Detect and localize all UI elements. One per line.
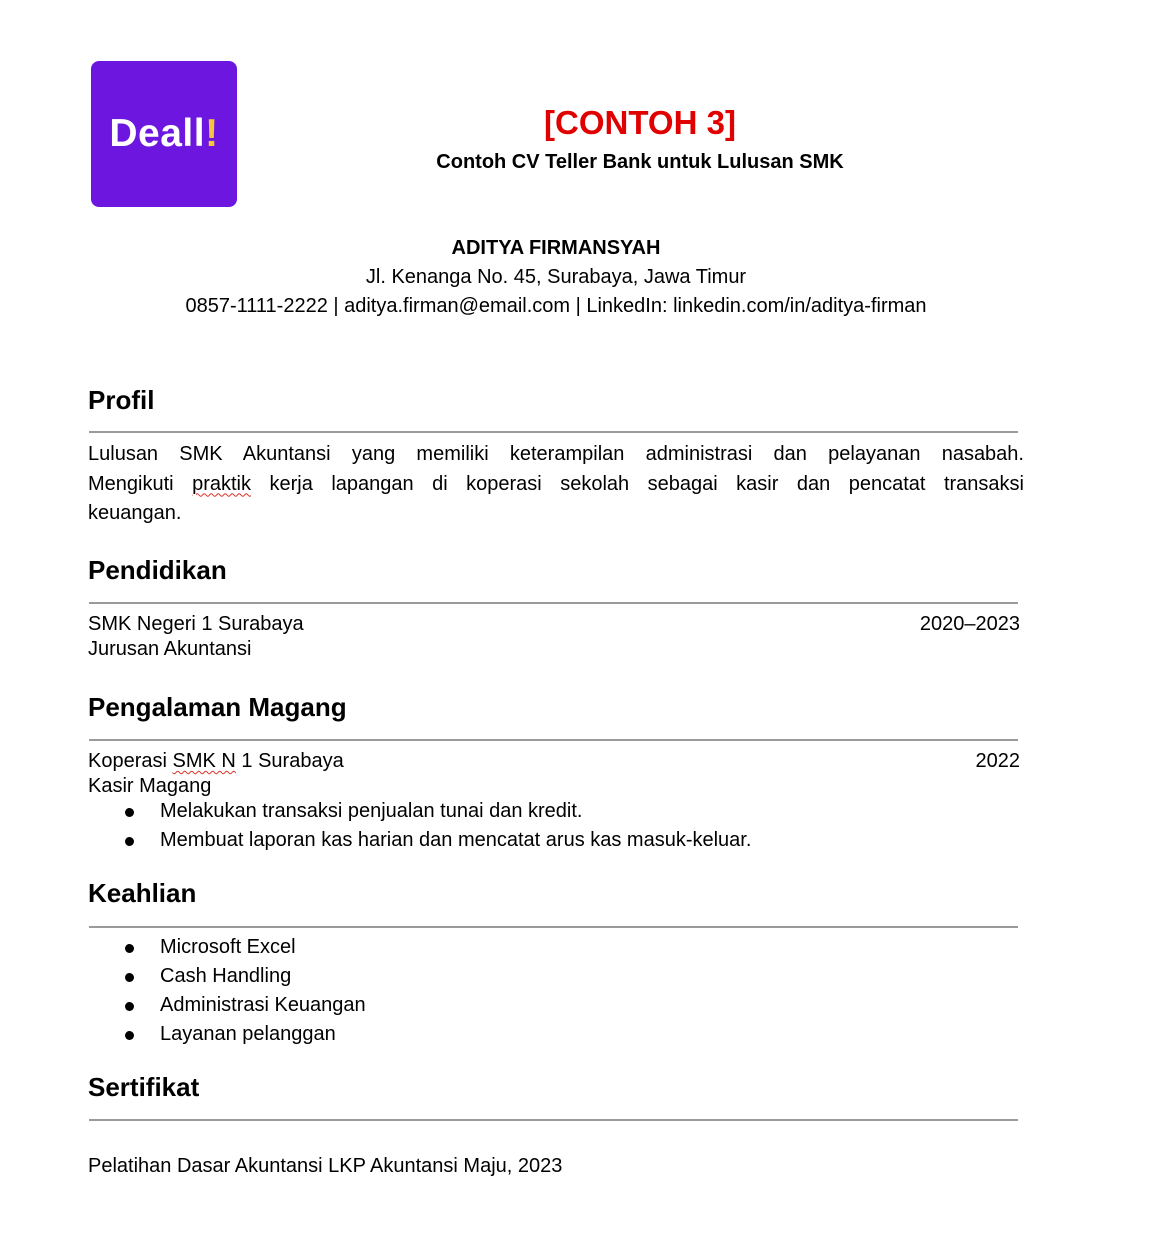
logo-wordmark bbox=[109, 112, 218, 156]
internship-organization bbox=[88, 749, 344, 773]
section-divider-certificates bbox=[89, 1119, 1018, 1121]
duty-text: Melakukan transaksi penjualan tunai dan kredit. bbox=[160, 800, 583, 822]
bullet-icon bbox=[125, 837, 134, 846]
deall-logo bbox=[91, 61, 237, 207]
section-heading-internship: Pengalaman Magang bbox=[88, 692, 347, 722]
profile-line-3: keuangan. bbox=[88, 502, 182, 524]
list-item bbox=[88, 991, 366, 1020]
list-item bbox=[88, 933, 366, 962]
list-item bbox=[88, 1020, 366, 1049]
profile-paragraph bbox=[88, 440, 1024, 529]
skill-text: Administrasi Keuangan bbox=[160, 994, 366, 1016]
internship-duties-list bbox=[88, 797, 751, 855]
spellcheck-word: SMK N bbox=[172, 750, 236, 772]
section-divider-internship bbox=[89, 739, 1018, 741]
section-heading-education: Pendidikan bbox=[88, 555, 227, 585]
education-school: SMK Negeri 1 Surabaya bbox=[88, 613, 304, 635]
education-years: 2020–2023 bbox=[919, 613, 1020, 635]
internship-org-start: Koperasi bbox=[88, 750, 167, 772]
profile-line-2-start: Mengikuti bbox=[88, 472, 174, 495]
list-item bbox=[88, 826, 751, 855]
section-divider-skills bbox=[89, 926, 1018, 928]
bullet-icon bbox=[125, 1031, 134, 1040]
internship-org-end: 1 Surabaya bbox=[241, 750, 344, 772]
section-divider-profile bbox=[89, 431, 1018, 433]
skills-list bbox=[88, 933, 366, 1049]
example-title: [CONTOH 3] bbox=[544, 104, 736, 141]
section-heading-certificates: Sertifikat bbox=[88, 1072, 200, 1102]
bullet-icon bbox=[125, 1002, 134, 1011]
document-subtitle: Contoh CV Teller Bank untuk Lulusan SMK bbox=[436, 151, 844, 173]
certificate-item: Pelatihan Dasar Akuntansi LKP Akuntansi Maju, 2023 bbox=[88, 1155, 563, 1177]
profile-line-2 bbox=[88, 470, 1024, 500]
internship-year: 2022 bbox=[975, 750, 1020, 772]
profile-line-1: Lulusan SMK Akuntansi yang memiliki keterampilan administrasi dan pelayanan nasabah. bbox=[88, 443, 1024, 465]
skill-text: Layanan pelanggan bbox=[160, 1023, 336, 1045]
candidate-address: Jl. Kenanga No. 45, Surabaya, Jawa Timur bbox=[365, 266, 747, 288]
list-item bbox=[88, 797, 751, 826]
bullet-icon bbox=[125, 944, 134, 953]
candidate-contact: 0857-1111-2222 | aditya.firman@email.com | LinkedIn: linkedin.com/in/aditya-firman bbox=[185, 295, 927, 317]
candidate-name: ADITYA FIRMANSYAH bbox=[451, 237, 661, 259]
bullet-icon bbox=[125, 808, 134, 817]
profile-line-2-end: kerja lapangan di koperasi sekolah sebagai kasir dan pencatat transaksi bbox=[269, 472, 1024, 495]
section-heading-skills: Keahlian bbox=[88, 878, 197, 908]
list-item bbox=[88, 962, 366, 991]
bullet-icon bbox=[125, 973, 134, 982]
logo-text-mark: ! bbox=[205, 112, 219, 155]
skill-text: Microsoft Excel bbox=[160, 936, 296, 958]
logo-text-main: Deall bbox=[109, 112, 206, 155]
internship-role: Kasir Magang bbox=[88, 775, 212, 797]
skill-text: Cash Handling bbox=[160, 965, 292, 987]
section-heading-profile: Profil bbox=[88, 385, 155, 415]
section-divider-education bbox=[89, 602, 1018, 604]
spellcheck-word: praktik bbox=[192, 472, 251, 495]
duty-text: Membuat laporan kas harian dan mencatat arus kas masuk-keluar. bbox=[160, 829, 752, 851]
education-major: Jurusan Akuntansi bbox=[88, 638, 252, 660]
